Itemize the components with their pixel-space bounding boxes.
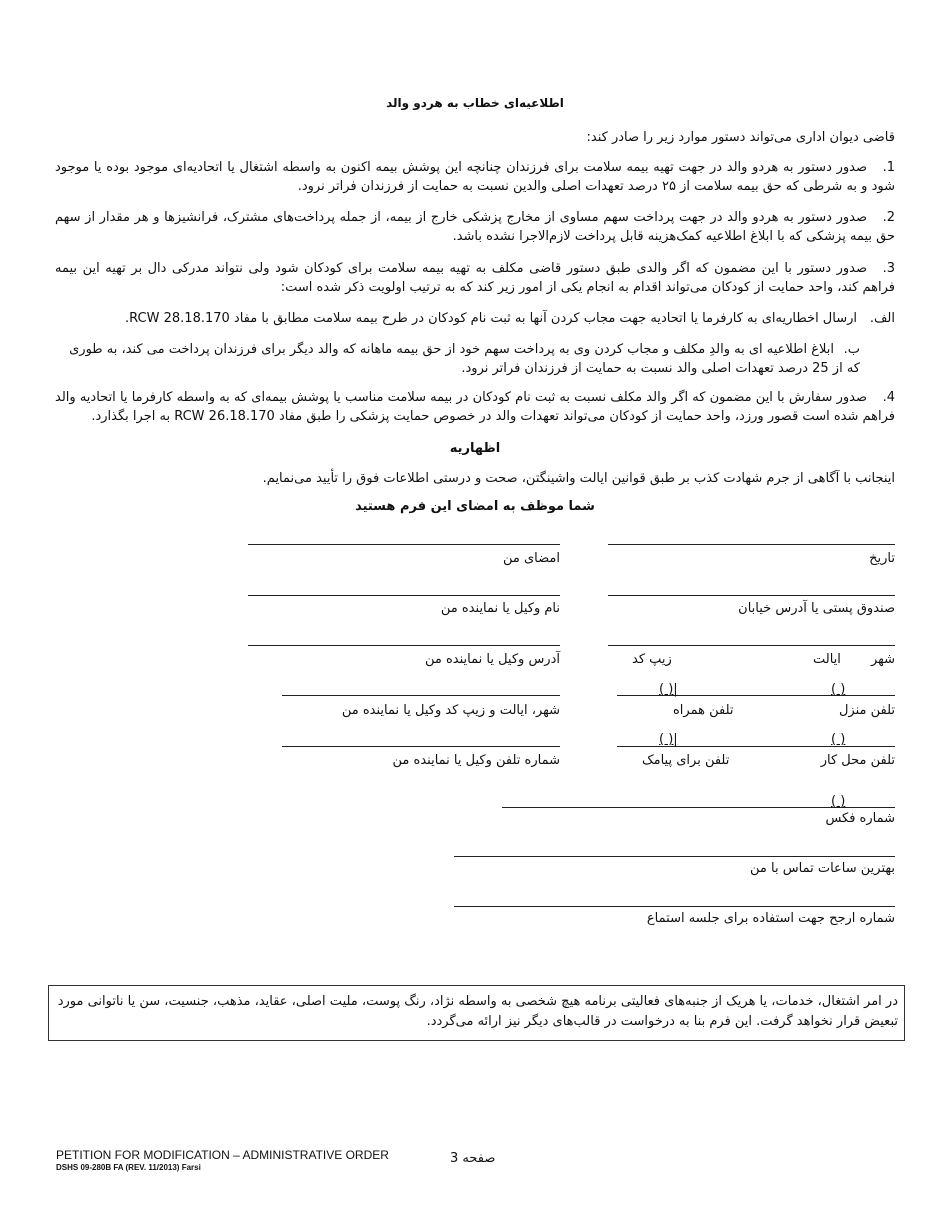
work-phone-label: تلفن محل کار bbox=[820, 753, 895, 768]
list-item bbox=[55, 158, 895, 196]
message-phone-label: تلفن برای پیامک bbox=[642, 753, 730, 768]
signature-line[interactable] bbox=[248, 544, 560, 545]
work-phone-area-code: ( ) bbox=[831, 732, 846, 747]
cell-phone-area-code: ( )| bbox=[659, 682, 678, 697]
declaration-heading: اظهاریه bbox=[449, 441, 501, 456]
sub-item-text: ابلاغ اطلاعیه ای به والدِ مکلف و مجاب کردن وی به پرداخت سهم خود از حق بیمه ماهانه که والد دیگر برای فرزندان پرداخت می کند، به طوری که از 25 درصد تعهدات اصلی والد نسبت به حمایت از فرزندان فراتر نرود. bbox=[69, 342, 860, 376]
attorney-address-line[interactable] bbox=[248, 645, 560, 646]
sub-item-marker: الف. bbox=[869, 311, 895, 326]
my-signature-label: امضای من bbox=[503, 551, 560, 566]
page-title: اطلاعیه‌ای خطاب به هردو والد bbox=[386, 96, 564, 110]
non-discrimination-notice: در امر اشتغال، خدمات، یا هریک از جنبه‌های فعالیتی برنامه هیچ شخصی به واسطه نژاد، رنگ پوست، ملیت اصلی، عقاید، مذهب، جنسیت، سن یا ناتوانی مورد تبعیض قرار نخواهد گرفت. این فرم بنا به درخواست در قالب‌های دیگر نیز ارائه می‌گردد. bbox=[48, 985, 905, 1041]
attorney-city-state-zip-label: شهر، ایالت و زیپ کد وکیل یا نماینده من bbox=[341, 703, 560, 718]
attorney-phone-label: شماره تلفن وکیل یا نماینده من bbox=[392, 753, 560, 768]
must-sign-notice: شما موظف به امضای این فرم هستید bbox=[355, 499, 595, 514]
message-phone-area-code: ( )| bbox=[659, 732, 678, 747]
po-box-label: صندوق پستی یا آدرس خیابان bbox=[738, 601, 895, 616]
item-text: صدور دستور به هردو والد در جهت تهیه بیمه سلامت برای فرزندان چنانچه این پوشش بیمه اکنون به واسطه اشتغال یا اتحادیه‌ای موجود بوده یا موجود شود و به شرطی که حق بیمه سلامت از ۲۵ درصد تعهدات اصلی والدین نسبت به حمایت از فرزندان فراتر نرود. bbox=[55, 160, 895, 194]
list-item bbox=[55, 259, 895, 297]
best-hours-line[interactable] bbox=[454, 856, 895, 857]
zip-label: زیپ کد bbox=[632, 652, 672, 667]
attorney-city-state-zip-line[interactable] bbox=[282, 695, 560, 696]
form-title: PETITION FOR MODIFICATION – ADMINISTRATIVE ORDER bbox=[56, 1148, 389, 1162]
attorney-address-label: آدرس وکیل یا نماینده من bbox=[424, 652, 560, 667]
item-text: صدور سفارش با این مضمون که اگر والد مکلف نسبت به ثبت نام کودکان در بیمه سلامت مناسب یا پوشش بیمه‌ای که به واسطه کارفرما یا اتحادیه والد فراهم شده است قصور ورزد، واحد حمایت از کودکان می‌تواند تعهدات والد در خصوص حمایت پزشکی را طبق مفاد RCW 26.18.170 به اجرا بگذارد. bbox=[55, 390, 895, 424]
item-text: صدور دستور به هردو والد در جهت پرداخت سهم مساوی از مخارج پزشکی خارج از بیمه، از جمله پرداخت‌های مشترک، فرانشیزها و هر مقدار از سهم حق بیمه پزشکی که با ابلاغ اطلاعیه کمک‌هزینه قابل پرداخت لازم‌الاجرا نشده باشد. bbox=[55, 210, 895, 244]
sub-item-text: ارسال اخطاریه‌ای به کارفرما یا اتحادیه جهت مجاب کردن آنها به ثبت نام کودکان در طرح بیمه سلامت مطابق با مفاد RCW 28.18.170. bbox=[125, 311, 857, 326]
list-item bbox=[55, 388, 895, 426]
po-box-line[interactable] bbox=[608, 595, 895, 596]
hearing-phone-label: شماره ارجح جهت استفاده برای جلسه استماع bbox=[646, 911, 895, 926]
item-text: صدور دستور با این مضمون که اگر والدی طبق دستور قاضی مکلف به تهیه بیمه سلامت برای کودکان شود ولی نتواند مدرکی دال بر تهیه این بیمه فراهم کند، واحد حمایت از کودکان می‌تواند اقدام به انجام یکی از امور زیر کند که به ترتیب اولویت ذکر شده است: bbox=[55, 261, 895, 295]
best-hours-label: بهترین ساعات تماس با من bbox=[750, 861, 895, 876]
list-item bbox=[55, 208, 895, 246]
hearing-phone-line[interactable] bbox=[454, 906, 895, 907]
date-label: تاریخ bbox=[869, 551, 895, 566]
city-state-zip-line[interactable] bbox=[608, 645, 895, 646]
sub-item-marker: ب. bbox=[843, 342, 860, 357]
city-label: شهر bbox=[870, 652, 895, 667]
cell-phone-label: تلفن همراه bbox=[673, 703, 734, 718]
intro-text: قاضی دیوان اداری می‌تواند دستور موارد زیر را صادر کند: bbox=[586, 130, 895, 145]
item-number: 4. bbox=[882, 390, 895, 405]
sub-list-item bbox=[75, 309, 895, 328]
attorney-phone-line[interactable] bbox=[282, 746, 560, 747]
item-number: 3. bbox=[882, 261, 895, 276]
attorney-name-label: نام وکیل یا نماینده من bbox=[440, 601, 560, 616]
fax-area-code: ( ) bbox=[831, 794, 846, 809]
item-number: 2. bbox=[882, 210, 895, 225]
sub-list-item bbox=[60, 340, 860, 378]
home-phone-area-code: ( ) bbox=[831, 682, 846, 697]
home-phone-label: تلفن منزل bbox=[838, 703, 895, 718]
declaration-text: اینجانب با آگاهی از جرم شهادت کذب بر طبق قوانین ایالت واشینگتن، صحت و درستی اطلاعات فوق را تأیید می‌نمایم. bbox=[262, 471, 895, 486]
fax-label: شماره فکس bbox=[825, 811, 895, 826]
page-number: صفحه 3 bbox=[450, 1151, 496, 1166]
state-label: ایالت bbox=[813, 652, 841, 667]
form-code: DSHS 09-280B FA (REV. 11/2013) Farsi bbox=[56, 1163, 201, 1172]
item-number: 1. bbox=[882, 160, 895, 175]
attorney-name-line[interactable] bbox=[248, 595, 560, 596]
date-line[interactable] bbox=[608, 544, 895, 545]
